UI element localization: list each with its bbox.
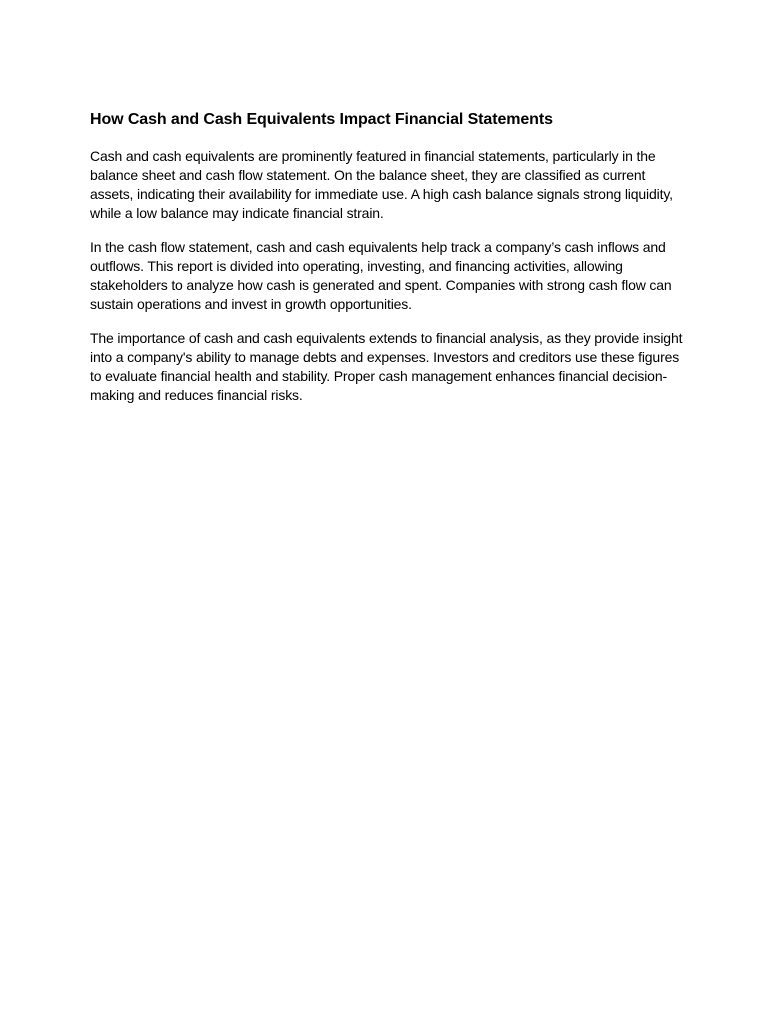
paragraph-cash-flow-statement: In the cash flow statement, cash and cash equivalents help track a company’s cash inflows and outflows. This report is divided into operating, investing, and financing activities, allowing stakeholders to analyze how cash is generated and spent. Companies with strong cash flow can sustain operations and invest in growth opportunities. [90,239,672,312]
document-body [90,109,690,420]
paragraph-financial-analysis: The importance of cash and cash equivalents extends to financial analysis, as they provide insight into a company's ability to manage debts and expenses. Investors and creditors use these figures to evaluate financial health and stability. Proper cash management enhances financial decision-making and reduces financial risks. [90,330,683,403]
paragraph-balance-sheet: Cash and cash equivalents are prominently featured in financial statements, particularly in the balance sheet and cash flow statement. On the balance sheet, they are classified as current assets, indicating their availability for immediate use. A high cash balance signals strong liquidity, while a low balance may indicate financial strain. [90,148,673,221]
document-title: How Cash and Cash Equivalents Impact Financial Statements [90,111,553,128]
